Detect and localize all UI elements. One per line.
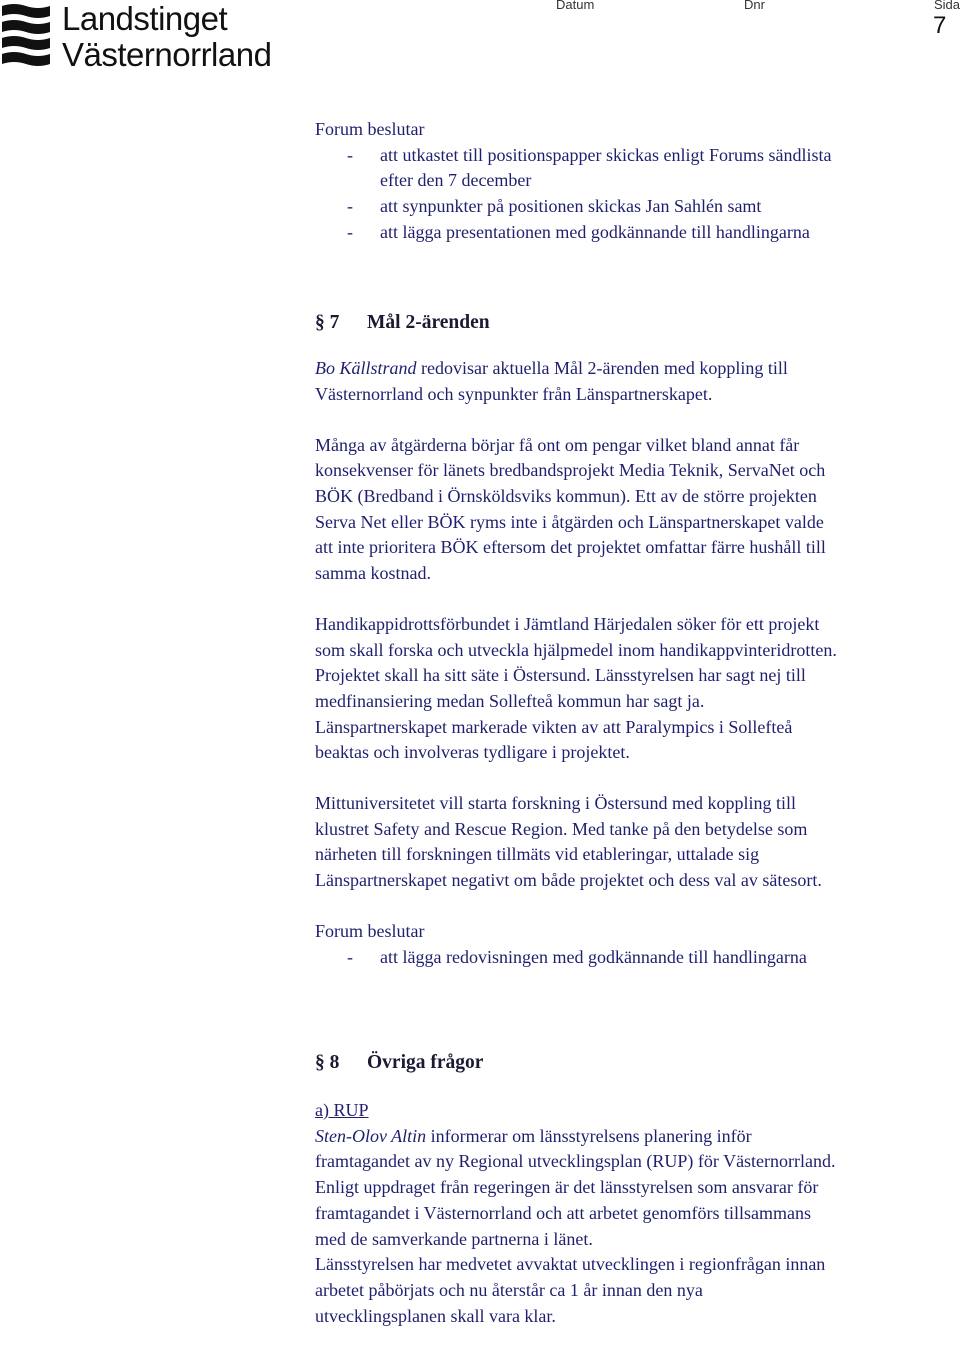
document-body — [315, 117, 955, 1329]
decision-item-continuation: efter den 7 december — [380, 170, 532, 191]
decision-item: - att utkastet till positionspapper skickas enligt Forums sändlista — [347, 144, 832, 165]
dnr-label: Dnr — [744, 0, 765, 12]
paragraph: Många av åtgärderna börjar få ont om pengar vilket bland annat får konsekvenser för länets bredbandsprojekt Media Teknik, ServaNet och BÖK (Bredband i Örnsköldsviks kommun). Ett av de större projekten Serva Net eller BÖK ryms inte i åtgärden och Länspartnerskapet valde att inte prioritera BÖK eftersom det projektet omfattar färre hushåll till samma kostnad. — [315, 434, 826, 584]
sub-heading-rup: a) RUP — [315, 1099, 369, 1120]
forum-decision-heading: Forum beslutar — [315, 920, 425, 941]
org-name-line1: Landstinget — [62, 0, 228, 37]
landstinget-logo — [0, 0, 300, 76]
section-7-heading: § 7 Mål 2-ärenden — [315, 311, 490, 333]
section-7-intro: Bo Källstrand redovisar aktuella Mål 2-ärenden med koppling till Västernorrland och synpunkter från Länspartnerskapet. — [315, 358, 788, 404]
paragraph: Handikappidrottsförbundet i Jämtland Härjedalen söker för ett projekt som skall forska och utveckla hjälpmedel inom handikappvinteridrotten. Projektet skall ha sitt säte i Östersund. Länsstyrelsen har sagt nej till medfinansiering medan Sollefteå kommun har sagt ja. Länspartnerskapet markerade vikten av att Paralympics i Sollefteå beaktas och involveras tydligare i projektet. — [315, 613, 837, 763]
paragraph: Mittuniversitetet vill starta forskning i Östersund med koppling till klustret Safety and Rescue Region. Med tanke på den betydelse som närheten till forskningen tillmäts vid etableringar, uttalade sig Länspartnerskapet negativt om både projektet och dess val av sätesort. — [315, 793, 822, 891]
section-8-heading: § 8 Övriga frågor — [315, 1052, 484, 1074]
section-8-paragraph: Sten-Olov Altin informerar om länsstyrelsens planering inför framtagandet av ny Regional utvecklingsplan (RUP) för Västernorrland. Enligt uppdraget från regeringen är det länsstyrelsen som ansvarar för framtagandet i Västernorrland och att arbetet genomförs tillsammans med de samverkande partnerna i länet. Länsstyrelsen har medvetet avvaktat utvecklingen i regionfrågan innan arbetet påbörjats och nu återstår ca 1 år innan den nya utvecklingsplanen skall vara klar. — [315, 1125, 836, 1326]
sida-label: Sida — [934, 0, 960, 12]
decision-item: - att synpunkter på positionen skickas Jan Sahlén samt — [347, 196, 762, 217]
org-name-line2: Västernorrland — [62, 36, 272, 73]
coat-of-arms-icon — [0, 2, 52, 74]
forum-decision-heading: Forum beslutar — [315, 119, 425, 139]
decision-item: - att lägga presentationen med godkännande till handlingarna — [347, 221, 810, 242]
datum-label: Datum — [556, 0, 595, 12]
page-number: 7 — [933, 12, 947, 39]
decision-item: - att lägga redovisningen med godkännande till handlingarna — [347, 946, 807, 967]
